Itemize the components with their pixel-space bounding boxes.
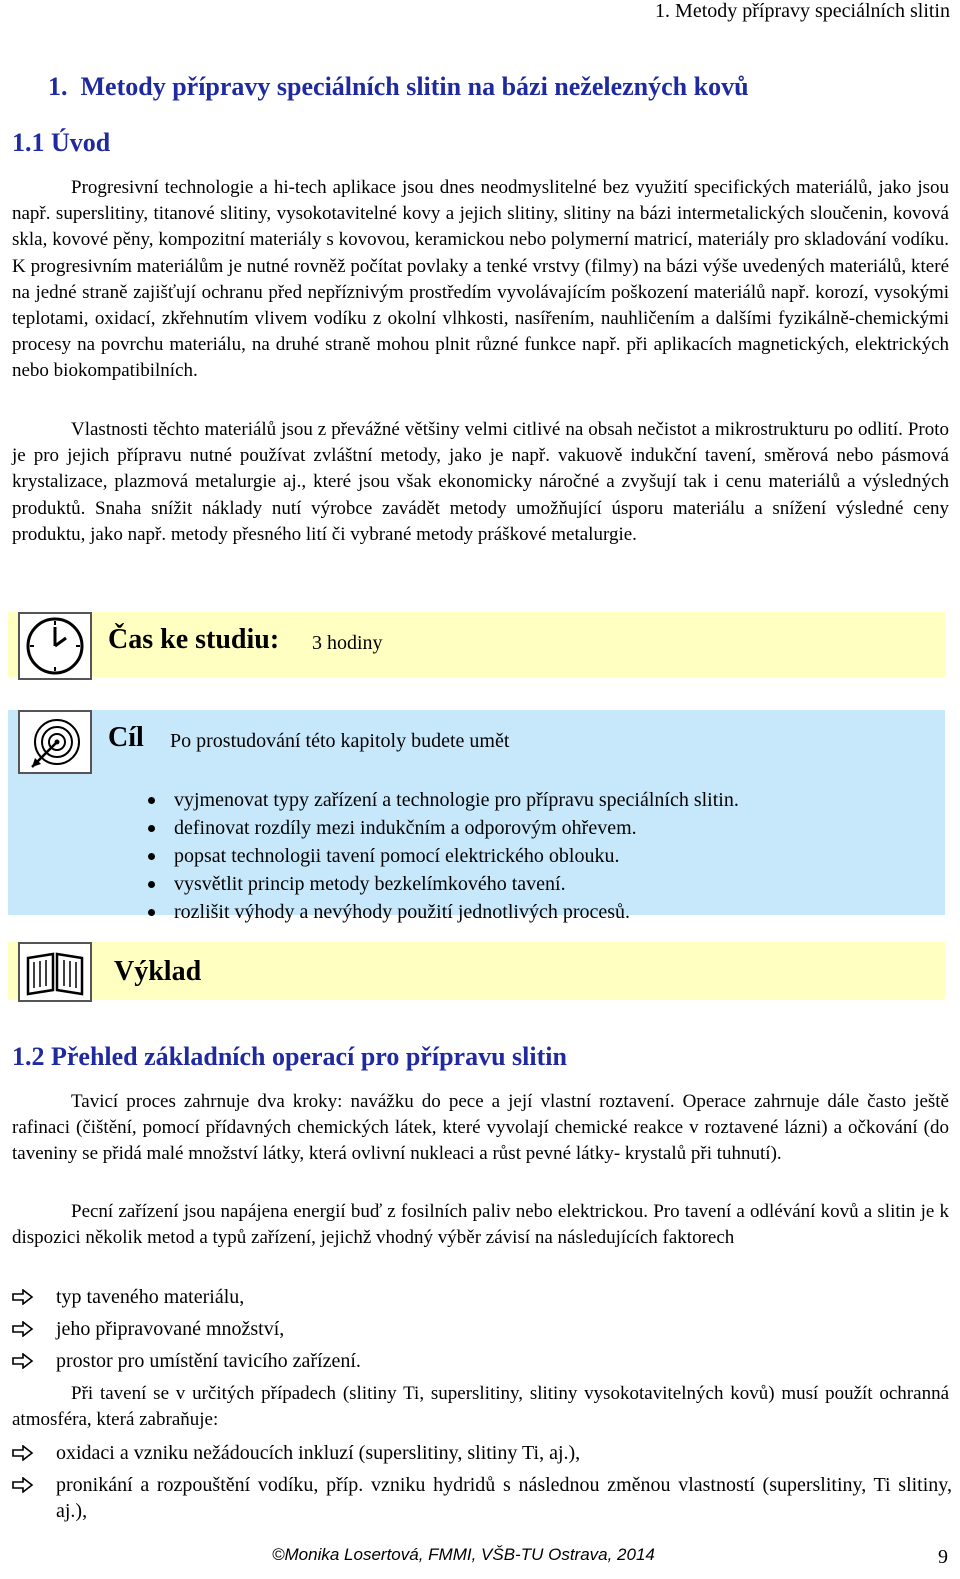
list-item: definovat rozdíly mezi indukčním a odporovým ohřevem. xyxy=(148,814,739,842)
chapter-number: 1. xyxy=(48,72,68,101)
arrow-right-icon xyxy=(12,1353,34,1369)
target-icon xyxy=(18,710,92,774)
list-item xyxy=(12,1440,952,1466)
study-time-label: Čas ke studiu: xyxy=(108,624,280,655)
explanation-box xyxy=(8,942,945,1000)
list-item: popsat technologii tavení pomocí elektrického oblouku. xyxy=(148,842,739,870)
list-item: vyjmenovat typy zařízení a technologie pro přípravu speciálních slitin. xyxy=(148,786,739,814)
section-title-1-2: 1.2 Přehled základních operací pro přípravu slitin xyxy=(12,1042,567,1071)
list-item xyxy=(12,1472,952,1524)
factor-text: jeho připravované množství, xyxy=(56,1318,285,1340)
intro-paragraph-2: Vlastnosti těchto materiálů jsou z převážné většiny velmi citlivé na obsah nečistot a mikrostrukturu po odlití. Proto je pro jejich přípravu nutné používat zvláštní metody, jako je např. vakuově indukční tavení, směrová nebo pásmová krystalizace, plazmová metalurgie aj., které jsou však ekonomicky náročné a zvyšují tak i cenu materiálů a výsledných produktů. Snaha snížit náklady nutí výrobce zavádět metody umožňující úsporu materiálu a snížení výsledné ceny produktu, jako např. metody přesného lití či vybrané metody práškové metalurgie. xyxy=(12,419,949,545)
arrow-right-icon xyxy=(12,1289,34,1305)
book-icon xyxy=(18,942,92,1002)
page-number: 9 xyxy=(938,1546,948,1568)
goal-box xyxy=(8,710,945,923)
protections-list xyxy=(12,1440,952,1524)
clock-icon xyxy=(18,612,92,680)
goal-list xyxy=(148,786,739,926)
factor-text: typ taveného materiálu, xyxy=(56,1286,245,1308)
list-item xyxy=(12,1316,952,1342)
list-item xyxy=(12,1284,952,1310)
section-1-2-paragraph-2: Pecní zařízení jsou napájena energií buď z fosilních paliv nebo elektrickou. Pro tavení a odlévání kovů a slitin je k dispozici několik metod a typů zařízení, jejichž vhodný výběr závisí na následujících faktorech xyxy=(12,1201,949,1249)
study-time-box xyxy=(8,612,945,677)
goal-label: Cíl xyxy=(108,722,144,753)
section-title-1-1: 1.1 Úvod xyxy=(12,128,111,157)
protection-text: pronikání a rozpouštění vodíku, příp. vzniku hydridů s následnou změnou vlastností (superslitiny, Ti slitiny, aj.), xyxy=(56,1474,952,1522)
chapter-title-text: Metody přípravy speciálních slitin na bázi neželezných kovů xyxy=(80,72,749,101)
section-1-2-paragraph-1: Tavicí proces zahrnuje dva kroky: navážku do pece a její vlastní roztavení. Operace zahrnuje dále často ještě rafinaci (čištění, pomocí přídavných chemických látek, které vyvolají chemické reakce v roztavené lázni) a očkování (do taveniny se přidá malé množství látky, která ovlivní nukleaci a růst pevné látky- krystalů při tuhnutí). xyxy=(12,1091,949,1165)
chapter-title xyxy=(48,72,749,102)
factors-list xyxy=(12,1284,952,1374)
protection-text: oxidaci a vzniku nežádoucích inkluzí (superslitiny, slitiny Ti, aj.), xyxy=(56,1442,581,1464)
footer-copyright: ©Monika Losertová, FMMI, VŠB-TU Ostrava, 2014 xyxy=(272,1545,655,1564)
arrow-right-icon xyxy=(12,1321,34,1337)
list-item: rozlišit výhody a nevýhody použití jednotlivých procesů. xyxy=(148,898,739,926)
intro-paragraph-1: Progresivní technologie a hi-tech aplikace jsou dnes neodmyslitelné bez využití specifických materiálů, jako jsou např. superslitiny, titanové slitiny, vysokotavitelné kovy a jejich slitiny, slitiny na bázi intermetalických sloučenin, kovová skla, kovové pěny, kompozitní materiály s kovovou, keramickou nebo polymerní matricí, materiály pro skladování vodíku. K progresivním materiálům je nutné rovněž počítat povlaky a tenké vrstvy (filmy) na bázi výše uvedených materiálů, které na jedné straně zajišťují ochranu před nepříznivým prostředím vyvolávajícím poškození materiálů např. korozí, vysokými teplotami, oxidací, zkřehnutím vlivem vodíku z okolní vlhkosti, nasířením, nauhličením a dalšími fyzikálně-chemickými procesy na povrchu materiálu, na druhé straně mohou plnit různé funkce např. při aplikacích magnetických, elektrických nebo biokompatibilních. xyxy=(12,177,949,382)
list-item xyxy=(12,1348,952,1374)
arrow-right-icon xyxy=(12,1445,34,1461)
factor-text: prostor pro umístění tavicího zařízení. xyxy=(56,1350,361,1372)
study-time-value: 3 hodiny xyxy=(312,632,383,654)
arrow-right-icon xyxy=(12,1477,34,1493)
list-item: vysvětlit princip metody bezkelímkového tavení. xyxy=(148,870,739,898)
explanation-label: Výklad xyxy=(114,956,202,987)
goal-intro: Po prostudování této kapitoly budete umět xyxy=(170,730,510,752)
running-header: 1. Metody přípravy speciálních slitin xyxy=(655,0,950,22)
section-1-2-paragraph-3: Při tavení se v určitých případech (slitiny Ti, superslitiny, slitiny vysokotavitelných kovů) musí použít ochranná atmosféra, která zabraňuje: xyxy=(12,1383,949,1431)
